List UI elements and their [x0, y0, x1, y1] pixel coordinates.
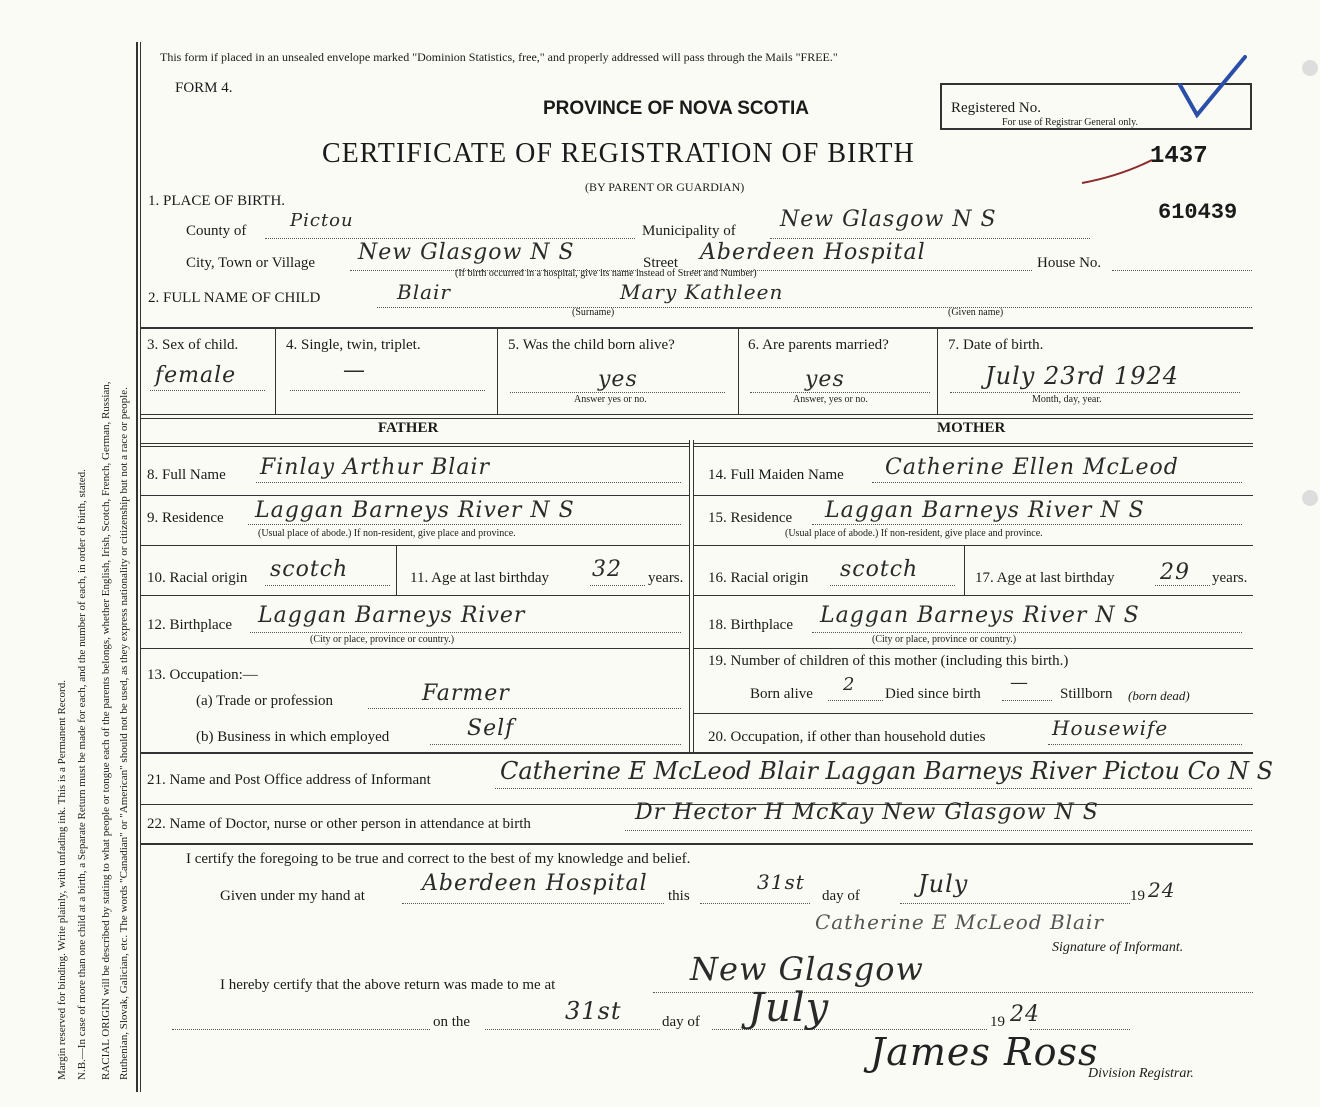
married-caption: Answer, yes or no. [793, 394, 868, 405]
father-heading: FATHER [378, 420, 439, 436]
father-name-label: 8. Full Name [147, 467, 226, 483]
sex-label: 3. Sex of child. [147, 337, 239, 353]
mother-years-label: years. [1212, 570, 1248, 586]
municipality-label: Municipality of [642, 223, 736, 239]
plurality-label: 4. Single, twin, triplet. [286, 337, 421, 353]
registrar-day-of-label: day of [662, 1014, 700, 1030]
house-label: House No. [1037, 255, 1102, 271]
mother-occupation-value: Housewife [1052, 716, 1169, 740]
father-birthplace-caption: (City or place, province or country.) [310, 634, 455, 645]
died-since-birth-label: Died since birth [885, 686, 981, 702]
father-age-value: 32 [592, 557, 622, 582]
informant-value: Catherine E McLeod Blair Laggan Barneys River Pictou Co N S [500, 757, 1274, 785]
stillborn-note: (born dead) [1128, 688, 1190, 703]
children-count-label: 19. Number of children of this mother (including this birth.) [708, 653, 1069, 669]
form-number: FORM 4. [175, 80, 233, 96]
born-alive-caption: Answer yes or no. [574, 394, 647, 405]
registration-number: 1437 [1150, 143, 1208, 170]
father-name-value: Finlay Arthur Blair [260, 455, 491, 480]
mother-birthplace-value: Laggan Barneys River N S [820, 603, 1140, 628]
given-day-value: 31st [757, 870, 805, 894]
born-alive-value: yes [598, 367, 638, 392]
margin-note: Ruthenian, Slovak, Galician, etc. The words "Canadian" or "American" should not be used, as they express nationality or citizenship but not a race or people. [118, 387, 130, 1080]
married-label: 6. Are parents married? [748, 337, 889, 353]
given-under-label: Given under my hand at [220, 888, 365, 904]
business-value: Self [467, 716, 515, 741]
given-year-prefix: 19 [1130, 888, 1145, 904]
child-surname-value: Blair [397, 280, 451, 304]
trade-value: Farmer [422, 681, 510, 706]
father-birthplace-label: 12. Birthplace [147, 617, 232, 633]
father-residence-label: 9. Residence [147, 510, 224, 526]
registrar-statement: I hereby certify that the above return was made to me at [220, 977, 556, 993]
county-value: Pictou [290, 210, 354, 231]
mother-race-label: 16. Racial origin [708, 570, 809, 586]
given-month-value: July [918, 870, 969, 898]
punch-hole [1302, 60, 1318, 76]
registered-label: Registered No. [951, 100, 1041, 116]
street-value: Aberdeen Hospital [700, 240, 926, 265]
mother-name-label: 14. Full Maiden Name [708, 467, 844, 483]
given-place-value: Aberdeen Hospital [422, 871, 648, 896]
occupation-label: 13. Occupation:— [147, 667, 258, 683]
business-label: (b) Business in which employed [196, 729, 390, 745]
surname-caption: (Surname) [572, 307, 615, 318]
father-race-value: scotch [270, 557, 349, 582]
mother-residence-caption: (Usual place of abode.) If non-resident, give place and province. [785, 528, 1043, 539]
plurality-value: — [343, 358, 366, 383]
given-year-value: 24 [1148, 878, 1176, 902]
county-label: County of [186, 223, 247, 239]
sex-value: female [155, 363, 237, 388]
informant-signature-caption: Signature of Informant. [1052, 940, 1184, 955]
street-label: Street [643, 255, 678, 271]
frame-left-border [136, 42, 138, 1092]
informant-signature: Catherine E McLeod Blair [815, 910, 1104, 934]
mother-name-value: Catherine Ellen McLeod [885, 455, 1179, 480]
father-age-label: 11. Age at last birthday [410, 570, 549, 586]
certify-statement: I certify the foregoing to be true and correct to the best of my knowledge and belief. [186, 851, 691, 867]
married-value: yes [805, 367, 845, 392]
registrar-month-value: July [748, 985, 830, 1031]
this-label: this [668, 888, 690, 904]
margin-note: Margin reserved for binding. Write plainly, with unfading ink. This is a Permanent Record. [56, 680, 68, 1080]
registrar-place-value: New Glasgow [690, 950, 924, 988]
child-name-label: 2. FULL NAME OF CHILD [148, 290, 321, 306]
born-alive-count-label: Born alive [750, 686, 813, 702]
margin-note: N.B.—In case of more than one child at a birth, a Separate Return must be made for each, and the number of each, in order of birth, stated. [76, 469, 88, 1080]
doctor-value: Dr Hector H McKay New Glasgow N S [635, 800, 1099, 825]
punch-hole [1302, 490, 1318, 506]
trade-label: (a) Trade or profession [196, 693, 334, 709]
father-residence-value: Laggan Barneys River N S [255, 498, 575, 523]
given-caption: (Given name) [948, 307, 1004, 318]
doctor-label: 22. Name of Doctor, nurse or other person in attendance at birth [147, 816, 531, 832]
city-value: New Glasgow N S [358, 240, 575, 265]
informant-label: 21. Name and Post Office address of Informant [147, 772, 431, 788]
mother-age-label: 17. Age at last birthday [975, 570, 1115, 586]
mother-birthplace-caption: (City or place, province or country.) [872, 634, 1017, 645]
on-the-label: on the [433, 1014, 471, 1030]
given-day-of-label: day of [822, 888, 860, 904]
born-alive-label: 5. Was the child born alive? [508, 337, 675, 353]
child-given-value: Mary Kathleen [620, 280, 784, 304]
mother-residence-label: 15. Residence [708, 510, 793, 526]
date-of-birth-value: July 23rd 1924 [985, 362, 1180, 390]
certificate-number: 610439 [1158, 200, 1238, 225]
page-subtitle: (BY PARENT OR GUARDIAN) [585, 180, 745, 194]
mother-heading: MOTHER [937, 420, 1006, 436]
frame-left-border-inner [140, 42, 141, 1092]
municipality-value: New Glasgow N S [780, 207, 997, 232]
checkmark-icon [1175, 55, 1250, 125]
mother-age-value: 29 [1160, 560, 1190, 585]
province-heading: PROVINCE OF NOVA SCOTIA [543, 98, 810, 119]
father-years-label: years. [648, 570, 684, 586]
page-title: CERTIFICATE OF REGISTRATION OF BIRTH [322, 138, 915, 169]
father-residence-caption: (Usual place of abode.) If non-resident, give place and province. [258, 528, 516, 539]
father-birthplace-value: Laggan Barneys River [258, 603, 526, 628]
tick-mark-icon [1080, 158, 1155, 188]
stillborn-label: Stillborn [1060, 686, 1113, 702]
registrar-year-value: 24 [1010, 1002, 1040, 1027]
registrar-year-prefix: 19 [990, 1014, 1005, 1030]
hospital-note: (If birth occurred in a hospital, give its name instead of Street and Number) [455, 268, 757, 279]
registrar-signature: James Ross [870, 1030, 1099, 1074]
date-of-birth-caption: Month, day, year. [1032, 394, 1102, 405]
registrar-use-note: For use of Registrar General only. [1002, 117, 1138, 128]
place-of-birth-label: 1. PLACE OF BIRTH. [148, 193, 286, 209]
died-since-birth-value: — [1010, 672, 1029, 693]
division-registrar-caption: Division Registrar. [1088, 1066, 1194, 1081]
date-of-birth-label: 7. Date of birth. [948, 337, 1044, 353]
mother-residence-value: Laggan Barneys River N S [825, 498, 1145, 523]
registrar-day-value: 31st [565, 997, 622, 1025]
margin-note: RACIAL ORIGIN will be described by stating to what people or tongue each of the parents belongs, whether English, Irish, Scotch, French, German, Russian, [100, 381, 112, 1080]
mail-note: This form if placed in an unsealed envelope marked "Dominion Statistics, free," and properly addressed will pass through the Mails "FREE." [160, 50, 838, 64]
father-race-label: 10. Racial origin [147, 570, 248, 586]
born-alive-count-value: 2 [843, 674, 856, 695]
mother-occupation-label: 20. Occupation, if other than household duties [708, 729, 986, 745]
city-label: City, Town or Village [186, 255, 316, 271]
mother-race-value: scotch [840, 557, 919, 582]
mother-birthplace-label: 18. Birthplace [708, 617, 793, 633]
